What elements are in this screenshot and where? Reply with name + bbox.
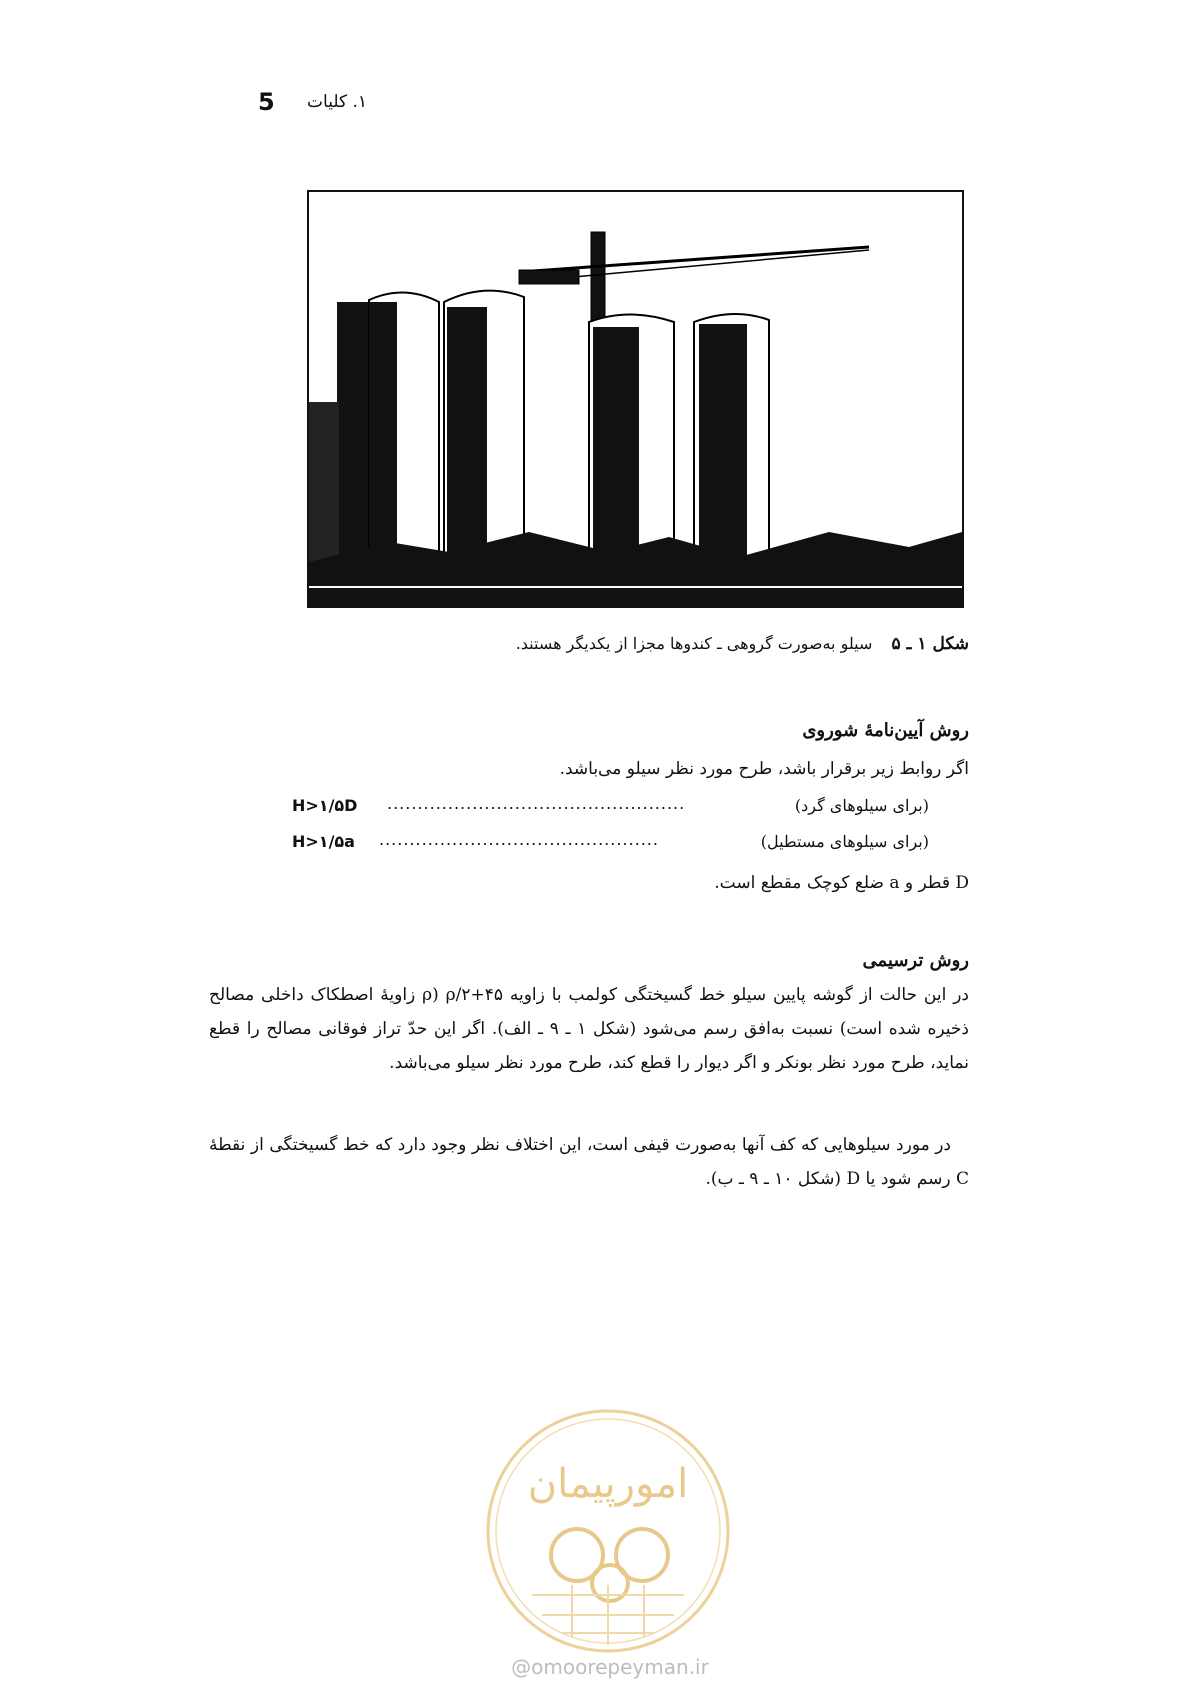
soviet-method-intro-block [209,752,969,786]
running-head: ۱. کلیات [307,92,367,112]
graphic-method-paragraph-1: در این حالت از گوشه پایین سیلو خط گسیختگی کولمب با زاویه ۴۵+ρ/۲ (ρ زاویهٔ اصطکاک داخلی مصالح ذخیره شده است) نسبت به‌افق رسم می‌شود (شکل ۱ ـ ۹ ـ الف). اگر این حدّ تراز فوقانی مصالح را قطع نماید، طرح مورد نظر بونکر و اگر دیوار را قطع کند، طرح مورد نظر سیلو می‌باشد. [209,985,969,1073]
leader-dots: .............................................. [379,830,659,849]
silo-photo [307,190,964,608]
graphic-method-paragraph-2-block [209,1128,969,1196]
graphic-method-paragraph-2: در مورد سیلوهایی که کف آنها به‌صورت قیفی است، این اختلاف نظر وجود دارد که خط گسیختگی از نقطهٔ C رسم شود یا D (شکل ۱۰ ـ ۹ ـ ب). [209,1135,969,1189]
figure-caption [516,634,969,654]
leader-dots: ................................................. [387,794,686,813]
figure-caption-text: سیلو به‌صورت گروهی ـ کندوها مجزا از یکدیگر هستند. [515,634,873,653]
soviet-method-note-block [209,866,969,900]
soviet-method-heading-block [209,720,969,741]
page-number: 5 [258,88,275,116]
watermark-seal [482,1405,734,1657]
condition-label: (برای سیلوهای گرد) [794,796,929,815]
watermark-url: @omoorepeyman.ir [511,1655,709,1679]
figure-label: شکل ۱ ـ ۵ [891,634,969,654]
soviet-method-intro: اگر روابط زیر برقرار باشد، طرح مورد نظر سیلو می‌باشد. [559,759,969,779]
silo-photo-illustration [309,192,962,606]
watermark-logo-text: امورپیمان [527,1461,689,1507]
condition-round-silos [209,796,969,826]
soviet-method-heading: روش آیین‌نامهٔ شوروی [802,720,969,741]
condition-formula: H>۱/۵D [292,796,358,815]
soviet-method-note: D قطر و a ضلع کوچک مقطع است. [714,873,969,893]
graphic-method-heading-block [209,950,969,971]
condition-formula: H>۱/۵a [292,832,355,851]
page-header [0,88,1191,128]
condition-label: (برای سیلوهای مستطیل) [760,832,929,851]
condition-rectangular-silos [209,832,969,862]
graphic-method-heading: روش ترسیمی [862,950,969,971]
watermark-logo [482,1405,734,1657]
graphic-method-paragraph-1-block [209,978,969,1080]
